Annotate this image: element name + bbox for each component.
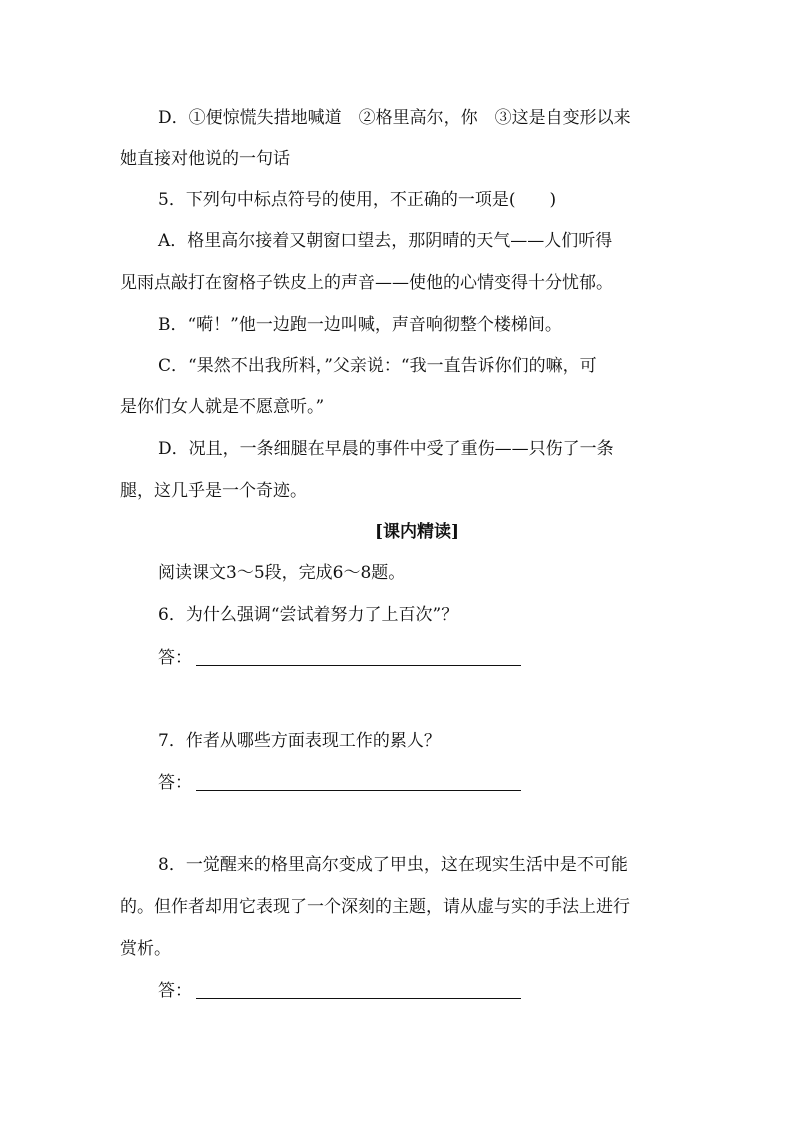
section-title: [课内精读] — [374, 522, 460, 542]
answer-label: 答： — [158, 773, 192, 793]
answer-blank-8[interactable] — [196, 980, 521, 999]
q5-option-c-line-2: 是你们女人就是不愿意听。” — [120, 397, 325, 417]
answer-6 — [158, 646, 521, 670]
answer-8 — [158, 979, 521, 1003]
question-8-line-3: 赏析。 — [120, 939, 171, 959]
question-8-line-1: 8．一觉醒来的格里高尔变成了甲虫，这在现实生活中是不可能 — [158, 855, 628, 875]
question-7: 7．作者从哪些方面表现工作的累人？ — [158, 731, 441, 751]
q5-option-a-line-1: A．格里高尔接着又朝窗口望去，那阴晴的天气——人们听得 — [158, 231, 613, 251]
question-8-line-2: 的。但作者却用它表现了一个深刻的主题，请从虚与实的手法上进行 — [120, 897, 630, 917]
q5-option-d-line-1: D．况且，一条细腿在早晨的事件中受了重伤——只伤了一条 — [158, 439, 614, 459]
answer-7 — [158, 771, 521, 795]
option-d-line-2: 她直接对他说的一句话 — [120, 149, 290, 169]
question-5: 5．下列句中标点符号的使用，不正确的一项是( ) — [158, 190, 557, 210]
question-6: 6．为什么强调“尝试着努力了上百次”？ — [158, 605, 459, 625]
q5-option-b: B．“嗬！”他一边跑一边叫喊，声音响彻整个楼梯间。 — [158, 315, 562, 335]
answer-blank-7[interactable] — [196, 772, 521, 791]
answer-label: 答： — [158, 648, 192, 668]
answer-blank-6[interactable] — [196, 647, 521, 666]
q5-option-d-line-2: 腿，这几乎是一个奇迹。 — [120, 481, 307, 501]
answer-label: 答： — [158, 981, 192, 1001]
option-d-line-1: D．①便惊慌失措地喊道 ②格里高尔，你 ③这是自变形以来 — [158, 108, 631, 128]
q5-option-a-line-2: 见雨点敲打在窗格子铁皮上的声音——使他的心情变得十分忧郁。 — [120, 273, 613, 293]
q5-option-c-line-1: C．“果然不出我所料，”父亲说：“我一直告诉你们的嘛，可 — [158, 356, 597, 376]
reading-instruction: 阅读课文3～5段，完成6～8题。 — [158, 563, 406, 583]
